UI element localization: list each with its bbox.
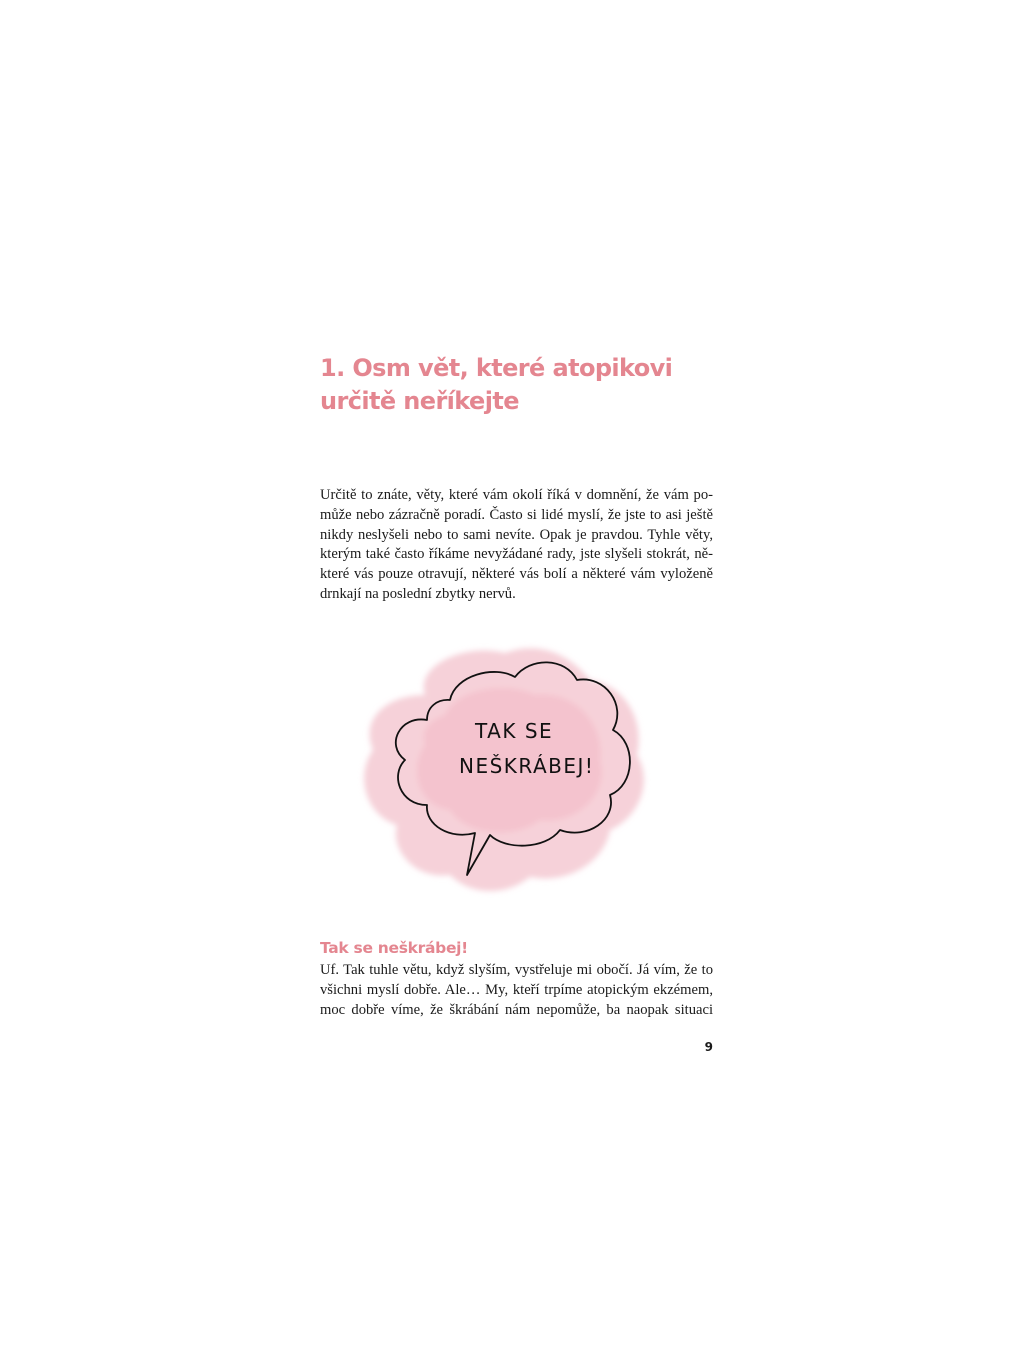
section-line: moc dobře víme, že škrábání nám nepomůže, ba naopak situaci <box>320 1002 713 1018</box>
intro-line: může nebo zázračně poradí. Často si lidé myslí, že jste to asi ještě <box>320 506 713 523</box>
intro-line: drnkají na poslední zbytky nervů. <box>320 585 516 602</box>
bubble-text-line: TAK SE <box>475 719 554 743</box>
bubble-text-line: NEŠKRÁBEJ! <box>459 754 595 778</box>
intro-line: Určitě to znáte, věty, které vám okolí říká v domnění, že vám po- <box>320 487 713 503</box>
section-paragraph <box>320 960 713 1020</box>
intro-line: nikdy neslyšeli nebo to sami nevíte. Opak je pravdou. Tyhle věty, <box>320 526 713 543</box>
chapter-title-line: určitě neříkejte <box>320 387 519 415</box>
chapter-title-line: 1. Osm vět, které atopikovi <box>320 354 673 382</box>
chapter-title <box>320 352 740 418</box>
intro-line: kterým také často říkáme nevyžádané rady, jste slyšeli stokrát, ně- <box>320 546 713 563</box>
section-title: Tak se neškrábej! <box>320 939 468 957</box>
page-number: 9 <box>704 1040 713 1054</box>
section-line: všichni myslí dobře. Ale… My, kteří trpíme atopickým ekzémem, <box>320 982 713 998</box>
intro-line: které vás pouze otravují, některé vás bolí a některé vám vyloženě <box>320 566 713 583</box>
intro-paragraph <box>320 486 713 605</box>
speech-bubble-illustration <box>355 635 655 905</box>
section-line: Uf. Tak tuhle větu, když slyším, vystřeluje mi obočí. Já vím, že to <box>320 962 713 978</box>
